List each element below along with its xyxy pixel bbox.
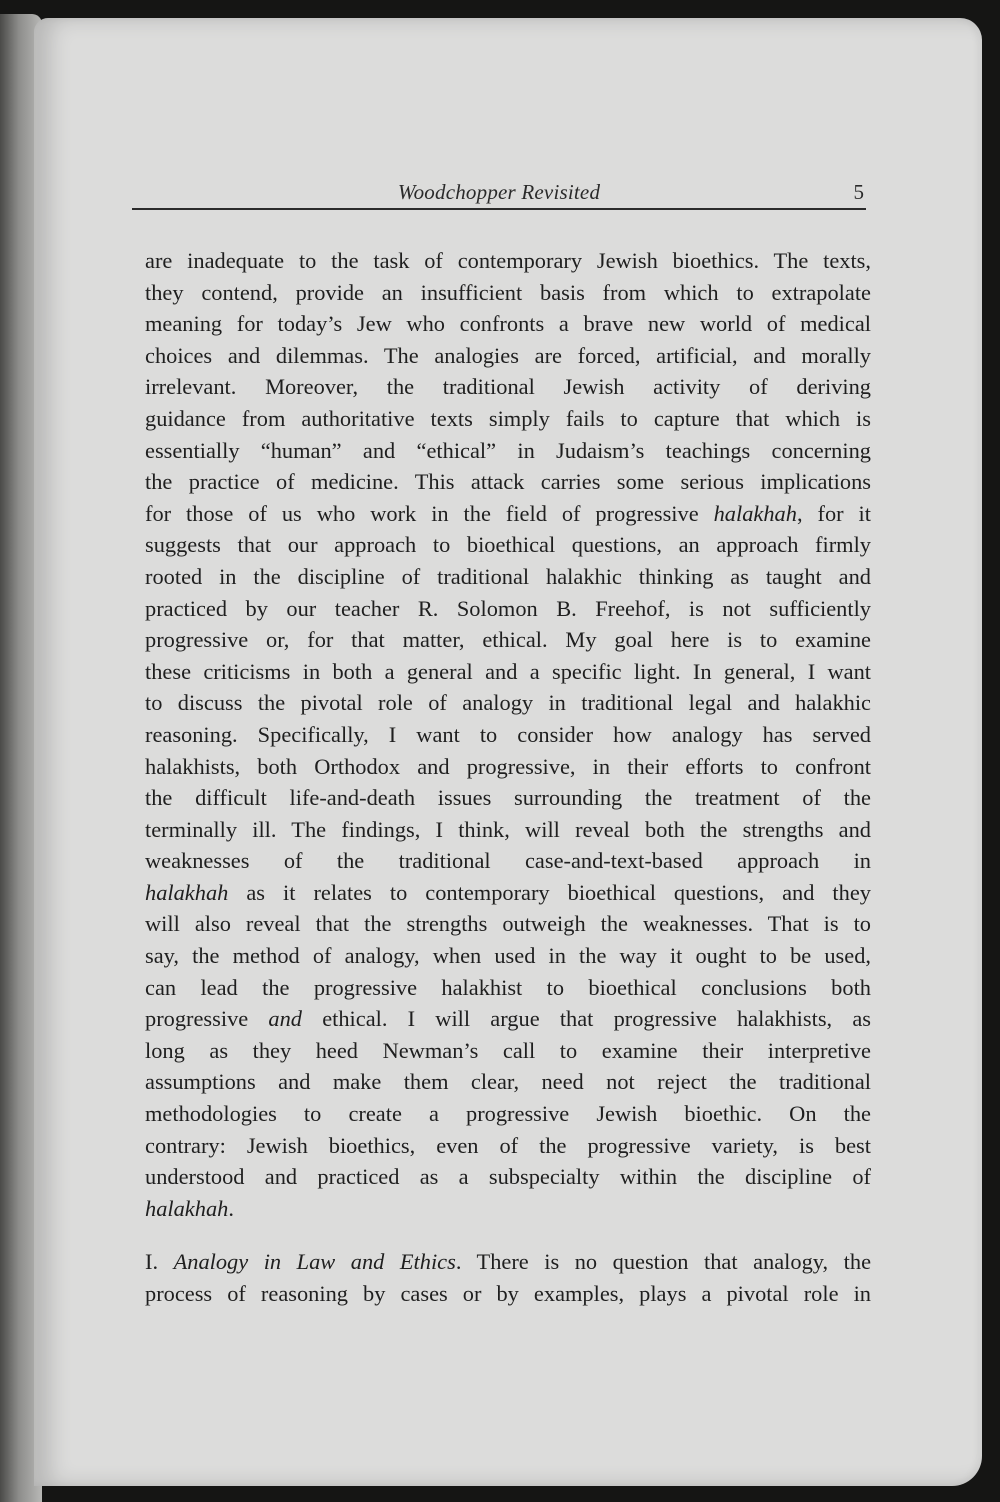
text-segment: terminally ill. The findings, I think, will reveal both the strengths and [145, 816, 871, 842]
text-line [145, 308, 871, 340]
text-segment: the difficult life-and-death issues surrounding the treatment of the [145, 785, 871, 811]
text-line [145, 1098, 871, 1130]
text-line [145, 435, 871, 467]
text-line [145, 561, 871, 593]
text-segment: assumptions and make them clear, need not reject the traditional [145, 1069, 871, 1095]
text-segment: suggests that our approach to bioethical questions, an approach firmly [145, 532, 871, 558]
text-segment: irrelevant. Moreover, the traditional Jewish activity of deriving [145, 374, 871, 400]
text-segment: understood and practiced as a subspecialty within the discipline of [145, 1164, 871, 1190]
text-segment: can lead the progressive halakhist to bioethical conclusions both [145, 974, 871, 1000]
text-line [145, 1066, 871, 1098]
text-line [145, 1035, 871, 1067]
running-header [132, 178, 866, 210]
text-segment: methodologies to create a progressive Jewish bioethic. On the [145, 1101, 871, 1127]
text-segment: halakhists, both Orthodox and progressive, in their efforts to confront [145, 753, 871, 779]
text-segment: contrary: Jewish bioethics, even of the progressive variety, is best [145, 1132, 871, 1158]
text-line [145, 751, 871, 783]
text-line [145, 940, 871, 972]
running-title: Woodchopper Revisited [397, 180, 601, 204]
text-line [145, 371, 871, 403]
paragraph-2 [145, 1246, 871, 1309]
text-line [145, 1246, 871, 1278]
text-segment: they contend, provide an insufficient basis from which to extrapolate [145, 279, 871, 305]
text-line [145, 498, 871, 530]
text-segment: I. [145, 1249, 174, 1275]
text-line [145, 845, 871, 877]
text-line [145, 624, 871, 656]
italic-text: halakhah [145, 1195, 229, 1221]
text-line [145, 466, 871, 498]
text-line [145, 1130, 871, 1162]
text-segment: long as they heed Newman’s call to examine their interpretive [145, 1037, 871, 1063]
text-line [145, 403, 871, 435]
text-line [145, 687, 871, 719]
italic-text: and [268, 1006, 302, 1032]
text-segment: as it relates to contemporary bioethical questions, and they [228, 879, 871, 905]
text-segment: . [228, 1195, 234, 1221]
text-line [145, 1193, 871, 1225]
page-number: 5 [853, 180, 864, 204]
body-text [145, 245, 871, 1310]
text-line [145, 1003, 871, 1035]
text-line [145, 1278, 871, 1310]
text-segment: weaknesses of the traditional case-and-text-based approach in [145, 848, 871, 874]
text-segment: . There is no question that analogy, the [455, 1249, 872, 1275]
text-segment: progressive [145, 1006, 269, 1032]
text-segment: choices and dilemmas. The analogies are forced, artificial, and morally [145, 342, 871, 368]
text-segment: essentially “human” and “ethical” in Judaism’s teachings concerning [145, 437, 871, 463]
text-segment: meaning for today’s Jew who confronts a brave new world of medical [145, 311, 871, 337]
text-line [145, 1161, 871, 1193]
text-segment: reasoning. Specifically, I want to consider how analogy has served [145, 721, 871, 747]
text-line [145, 908, 871, 940]
italic-text: halakhah [713, 500, 797, 526]
text-segment: will also reveal that the strengths outweigh the weaknesses. That is to [145, 911, 871, 937]
text-segment: ethical. I will argue that progressive halakhists, as [302, 1006, 871, 1032]
text-segment: process of reasoning by cases or by examples, plays a pivotal role in [145, 1281, 871, 1306]
text-segment: guidance from authoritative texts simply fails to capture that which is [145, 405, 871, 431]
text-line [145, 245, 871, 277]
text-line [145, 972, 871, 1004]
text-segment: , for it [796, 500, 871, 526]
italic-text: halakhah [145, 879, 229, 905]
text-segment: progressive or, for that matter, ethical. My goal here is to examine [145, 627, 871, 653]
text-line [145, 782, 871, 814]
text-line [145, 877, 871, 909]
text-line [145, 814, 871, 846]
text-segment: the practice of medicine. This attack carries some serious implications [145, 469, 871, 495]
text-line [145, 719, 871, 751]
paragraph-1 [145, 245, 871, 1224]
text-segment: rooted in the discipline of traditional halakhic thinking as taught and [145, 563, 871, 589]
text-segment: say, the method of analogy, when used in the way it ought to be used, [145, 943, 871, 969]
italic-text: Analogy in Law and Ethics [173, 1249, 456, 1275]
text-line [145, 593, 871, 625]
text-line [145, 656, 871, 688]
text-line [145, 340, 871, 372]
text-line [145, 529, 871, 561]
text-segment: these criticisms in both a general and a specific light. In general, I want [145, 658, 871, 684]
text-line [145, 277, 871, 309]
text-segment: to discuss the pivotal role of analogy in traditional legal and halakhic [145, 690, 871, 716]
text-segment: practiced by our teacher R. Solomon B. Freehof, is not sufficiently [145, 595, 871, 621]
text-segment: for those of us who work in the field of progressive [145, 500, 714, 526]
text-segment: are inadequate to the task of contemporary Jewish bioethics. The texts, [145, 248, 871, 273]
paragraph-gap [145, 1224, 871, 1246]
